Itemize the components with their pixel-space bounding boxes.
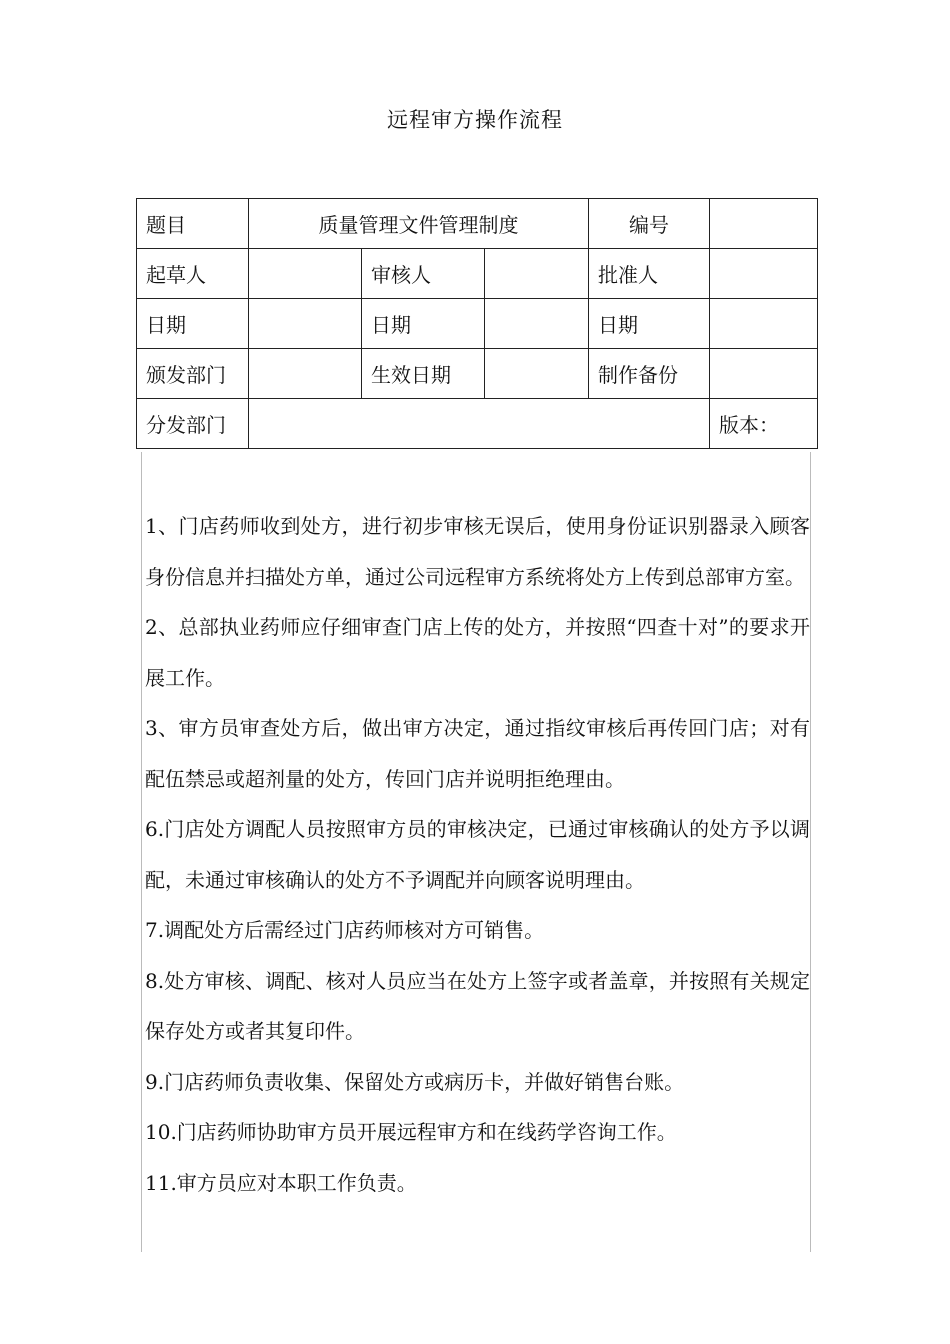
document-title: 远程审方操作流程 bbox=[387, 108, 563, 132]
step-item: 7.调配处方后需经过门店药师核对方可销售。 bbox=[145, 918, 545, 942]
table-row-issue bbox=[137, 349, 818, 399]
table-row-distribution bbox=[137, 399, 818, 449]
version-label: 版本： bbox=[710, 399, 818, 449]
distribution-dept-value bbox=[249, 399, 710, 449]
step-item: 8.处方审核、调配、核对人员应当在处方上签字或者盖章，并按照有关规定保存处方或者其复印件。 bbox=[145, 968, 810, 1043]
step-item: 11.审方员应对本职工作负责。 bbox=[145, 1170, 417, 1195]
approver-value bbox=[710, 249, 818, 299]
date-value-approver bbox=[710, 299, 818, 349]
step-item: 10.门店药师协助审方员开展远程审方和在线药学咨询工作。 bbox=[145, 1120, 677, 1144]
procedure-steps bbox=[145, 501, 810, 1208]
drafter-value bbox=[249, 249, 362, 299]
step-item: 9.门店药师负责收集、保留处方或病历卡，并做好销售台账。 bbox=[145, 1069, 685, 1094]
issuing-dept-value bbox=[249, 349, 362, 399]
effective-date-value bbox=[485, 349, 589, 399]
step-item: 3、审方员审查处方后，做出审方决定，通过指纹审核后再传回门店；对有配伍禁忌或超剂量的处方，传回门店并说明拒绝理由。 bbox=[145, 716, 810, 791]
subject-label: 题目 bbox=[137, 199, 249, 249]
step-item: 1、门店药师收到处方，进行初步审核无误后，使用身份证识别器录入顾客身份信息并扫描处方单，通过公司远程审方系统将处方上传到总部审方室。 bbox=[145, 514, 810, 589]
step-item: 6.门店处方调配人员按照审方员的审核决定，已通过审核确认的处方予以调配，未通过审核确认的处方不予调配并向顾客说明理由。 bbox=[145, 817, 810, 892]
date-label-approver: 日期 bbox=[589, 299, 710, 349]
date-label-drafter: 日期 bbox=[137, 299, 249, 349]
document-header-table bbox=[136, 198, 818, 449]
table-row-subject bbox=[137, 199, 818, 249]
effective-date-label: 生效日期 bbox=[362, 349, 485, 399]
subject-value: 质量管理文件管理制度 bbox=[249, 199, 589, 249]
table-row-signoff bbox=[137, 249, 818, 299]
date-value-drafter bbox=[249, 299, 362, 349]
backup-label: 制作备份 bbox=[589, 349, 710, 399]
reviewer-label: 审核人 bbox=[362, 249, 485, 299]
number-value bbox=[710, 199, 818, 249]
distribution-dept-label: 分发部门 bbox=[137, 399, 249, 449]
issuing-dept-label: 颁发部门 bbox=[137, 349, 249, 399]
reviewer-value bbox=[485, 249, 589, 299]
date-label-reviewer: 日期 bbox=[362, 299, 485, 349]
approver-label: 批准人 bbox=[589, 249, 710, 299]
step-item: 2、总部执业药师应仔细审查门店上传的处方，并按照“四查十对”的要求开展工作。 bbox=[145, 615, 810, 690]
date-value-reviewer bbox=[485, 299, 589, 349]
table-row-dates bbox=[137, 299, 818, 349]
backup-value bbox=[710, 349, 818, 399]
number-label: 编号 bbox=[589, 199, 710, 249]
drafter-label: 起草人 bbox=[137, 249, 249, 299]
